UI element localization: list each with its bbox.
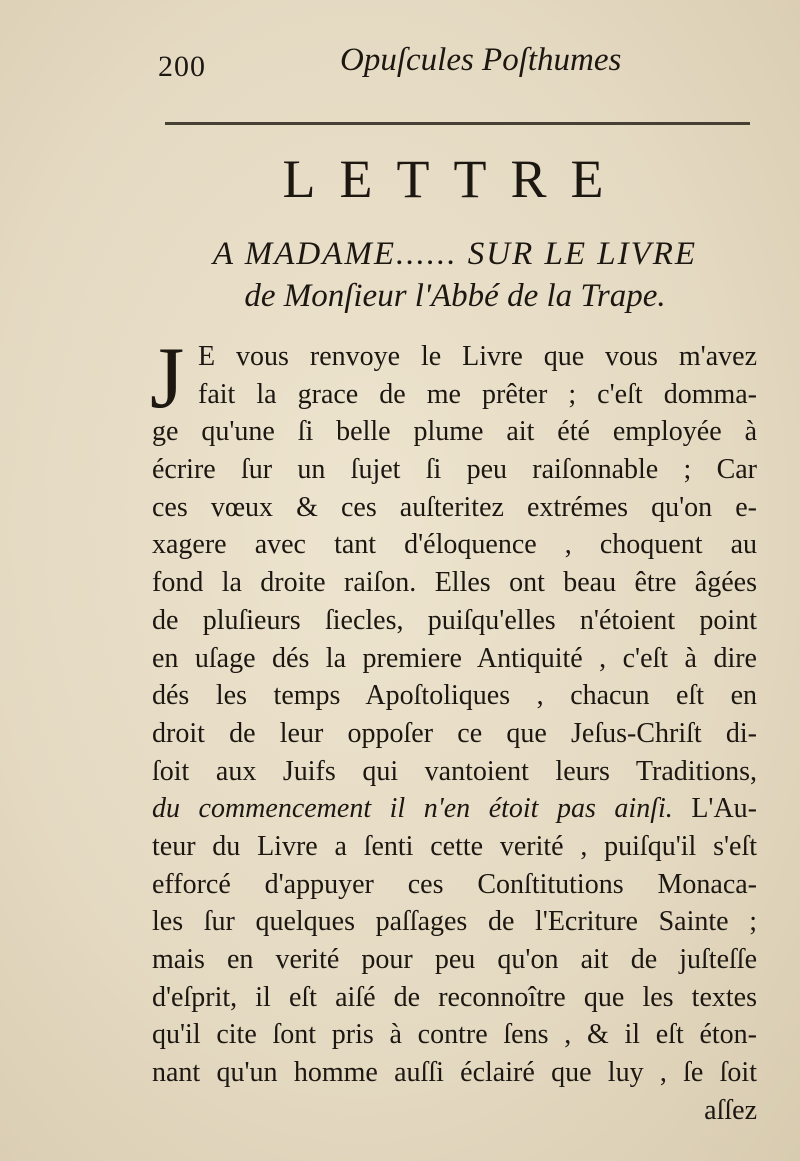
drop-cap: J xyxy=(150,330,185,427)
running-head xyxy=(158,40,748,90)
text-line: droit de leur oppoſer ce que Jeſus-Chriſt di- xyxy=(152,717,757,749)
text-line: d'eſprit, il eſt aiſé de reconnoître que les textes xyxy=(152,981,757,1013)
text-line: les ſur quelques paſſages de l'Ecriture Sainte ; xyxy=(152,906,757,938)
letter-subtitle-line-2: de Monſieur l'Abbé de la Trape. xyxy=(244,278,666,314)
text-line: xagere avec tant d'éloquence , choquent au xyxy=(152,529,757,561)
text-line: teur du Livre a ſenti cette verité , puiſqu'il s'eſt xyxy=(152,830,757,862)
text-line: ge qu'une ſi belle plume ait été employée à xyxy=(152,416,757,448)
text-line: de pluſieurs ſiecles, puiſqu'elles n'étoient point xyxy=(152,604,757,636)
catchword: aſſez xyxy=(704,1094,757,1126)
text-line: fait la grace de me prêter ; c'eſt domma- xyxy=(198,378,757,410)
italic-quotation: du commencement il n'en étoit pas ainſi. xyxy=(152,793,673,825)
text-line: ſoit aux Juifs qui vantoient leurs Traditions, xyxy=(152,755,757,787)
text-line: écrire ſur un ſujet ſi peu raiſonnable ; Car xyxy=(152,454,757,486)
text-line: ces vœux & ces auſteritez extrémes qu'on e- xyxy=(152,491,757,523)
text-line: fond la droite raiſon. Elles ont beau être âgées xyxy=(152,567,757,599)
text-line: efforcé d'appuyer ces Conſtitutions Monaca- xyxy=(152,868,757,900)
text-line: qu'il cite ſont pris à contre ſens , & il eſt éton- xyxy=(152,1019,757,1051)
text-line-with-italic xyxy=(152,790,757,828)
text-line: E vous renvoye le Livre que vous m'avez xyxy=(198,341,757,372)
letter-subtitle-line-1: A MADAME...... SUR LE LIVRE xyxy=(212,236,698,272)
text-line: mais en verité pour peu qu'on ait de juſteſſe xyxy=(152,944,757,975)
text-line: dés les temps Apoſtoliques , chacun eſt en xyxy=(152,680,757,712)
header-rule xyxy=(165,122,750,125)
text-line: nant qu'un homme auſſi éclairé que luy , ſe ſoit xyxy=(152,1057,757,1089)
letter-body xyxy=(150,330,758,1129)
text-line-tail: L'Au- xyxy=(691,793,758,825)
page-number: 200 xyxy=(158,50,206,83)
text-line: en uſage dés la premiere Antiquité , c'eſt à dire xyxy=(152,642,757,674)
letter-heading: LETTRE xyxy=(282,149,628,209)
running-title: Opuſcules Poſthumes xyxy=(340,42,622,78)
